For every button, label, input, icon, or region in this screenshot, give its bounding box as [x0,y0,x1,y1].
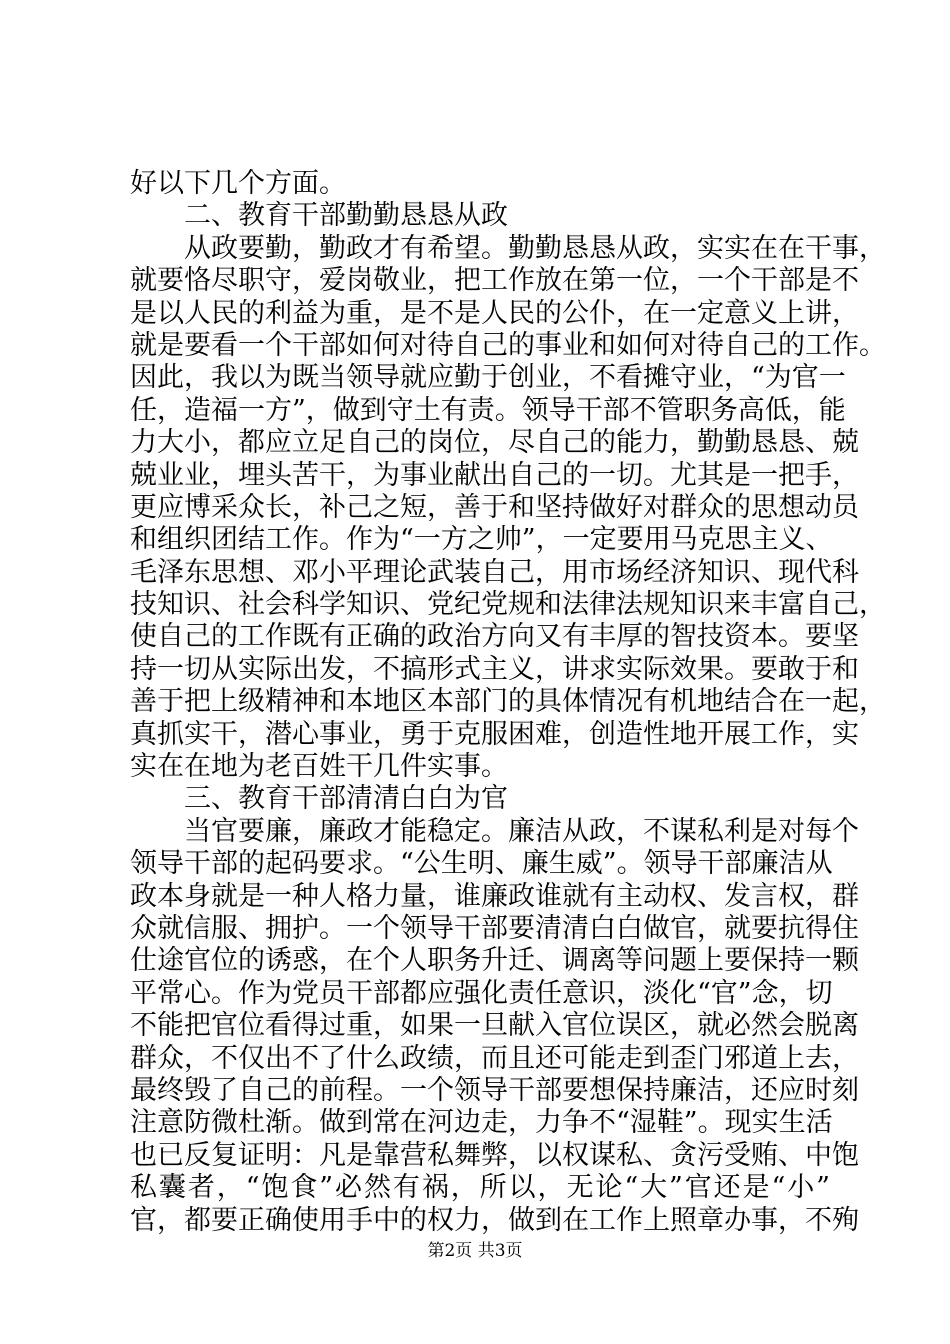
paragraph-line: 兢业业，埋头苦干，为事业献出自己的一切。尤其是一把手， [130,459,859,491]
paragraph-line: 当官要廉，廉政才能稳定。廉洁从政，不谋私利是对每个 [184,815,859,847]
paragraph-line: 好以下几个方面。 [130,168,346,199]
paragraph-line: 真抓实干，潜心事业，勇于克服困难，创造性地开展工作，实 [130,718,859,750]
paragraph-line: 平常心。作为党员干部都应强化责任意识，淡化“官”念，切 [130,977,833,1009]
paragraph-line: 技知识、社会科学知识、党纪党规和法律法规知识来丰富自己， [130,589,886,621]
paragraph-line: 政本身就是一种人格力量，谁廉政谁就有主动权、发言权，群 [130,880,859,912]
page-number-footer: 第2页 共3页 [427,1241,523,1261]
paragraph-line: 群众，不仅出不了什么政绩，而且还可能走到歪门邪道上去， [130,1042,859,1074]
paragraph-line: 任，造福一方”，做到守土有责。领导干部不管职务高低，能 [130,394,846,426]
paragraph-line: 因此，我以为既当领导就应勤于创业，不看摊守业，“为官一 [130,362,846,394]
paragraph-line: 是以人民的利益为重，是不是人民的公仆，在一定意义上讲， [130,297,859,329]
paragraph-line: 和组织团结工作。作为“一方之帅”，一定要用马克思主义、 [130,524,833,556]
paragraph-line: 官，都要正确使用手中的权力，做到在工作上照章办事，不殉 [130,1204,859,1236]
paragraph-line: 更应博采众长，补己之短，善于和坚持做好对群众的思想动员 [130,491,859,523]
paragraph-line: 最终毁了自己的前程。一个领导干部要想保持廉洁，还应时刻 [130,1074,859,1106]
section-heading-2: 二、教育干部勤勤恳恳从政 [184,200,508,232]
paragraph-line: 从政要勤，勤政才有希望。勤勤恳恳从政，实实在在干事， [184,232,886,264]
paragraph-line: 就要恪尽职守，爱岗敬业，把工作放在第一位，一个干部是不 [130,265,859,297]
paragraph-line: 不能把官位看得过重，如果一旦献入官位误区，就必然会脱离 [130,1010,859,1042]
document-body [130,168,886,1237]
paragraph-line: 注意防微杜渐。做到常在河边走，力争不“湿鞋”。现实生活 [130,1107,833,1139]
paragraph-line: 领导干部的起码要求。“公生明、廉生威”。领导干部廉洁从 [130,848,833,880]
paragraph-line: 毛泽东思想、邓小平理论武装自己，用市场经济知识、现代科 [130,556,859,588]
paragraph-line: 实在在地为老百姓干几件实事。 [130,751,508,783]
section-heading-3: 三、教育干部清清白白为官 [184,783,508,815]
paragraph-line: 也已反复证明：凡是靠营私舞弊，以权谋私、贪污受贿、中饱 [130,1139,859,1171]
paragraph-line: 仕途官位的诱惑，在个人职务升迁、调离等问题上要保持一颗 [130,945,859,977]
paragraph-line: 善于把上级精神和本地区本部门的具体情况有机地结合在一起， [130,686,886,718]
paragraph-line: 使自己的工作既有正确的政治方向又有丰厚的智技资本。要坚 [130,621,859,653]
paragraph-line: 众就信服、拥护。一个领导干部要清清白白做官，就要抗得住 [130,912,859,944]
paragraph-line: 就是要看一个干部如何对待自己的事业和如何对待自己的工作。 [130,329,886,361]
paragraph-line: 持一切从实际出发，不搞形式主义，讲求实际效果。要敢于和 [130,653,859,685]
paragraph-line: 力大小，都应立足自己的岗位，尽自己的能力，勤勤恳恳、兢 [130,427,859,459]
paragraph-line: 私囊者，“饱食”必然有祸，所以，无论“大”官还是“小” [130,1172,830,1204]
